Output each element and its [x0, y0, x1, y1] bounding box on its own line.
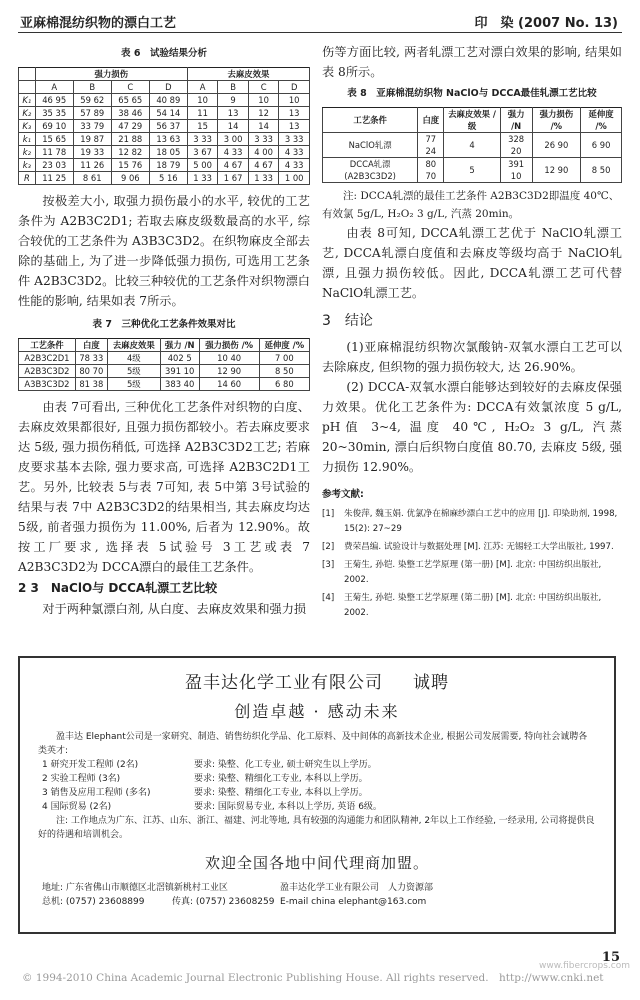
table6-cell: 56 37 — [149, 120, 187, 133]
table8 — [322, 107, 622, 183]
table7-column-header: 延伸度 /% — [259, 339, 309, 352]
ad-job-item — [42, 772, 614, 786]
copyright-line: © 1994-2010 China Academic Journal Electronic Publishing House. All rights reserved. http://www.cnki.net — [22, 972, 604, 984]
table6-row-header: K₃ — [19, 120, 36, 133]
table6-cell: 10 — [248, 94, 279, 107]
table7-cell: 80 70 — [75, 365, 107, 378]
table6-group1-header: 强力损伤 — [35, 68, 187, 81]
table6-cell: 12 82 — [111, 146, 149, 159]
left-column — [18, 42, 310, 619]
table8-cell: 12 90 — [532, 158, 581, 183]
table6-cell: 14 — [248, 120, 279, 133]
table6-cell: 5 16 — [149, 172, 187, 185]
table6-cell: 57 89 — [73, 107, 111, 120]
table7-cell: 5级 — [107, 365, 160, 378]
table6-cell: 3 33 — [187, 133, 218, 146]
table6-cell: 4 33 — [279, 146, 310, 159]
table7-cell: 4级 — [107, 352, 160, 365]
table8-column-header: 强力损伤 /% — [532, 108, 581, 133]
ad-address: 地址: 广东省佛山市顺德区北滘镇新桃村工业区 — [42, 883, 228, 893]
table7-cell: 383 40 — [160, 378, 199, 391]
paragraph-table8-discussion: 由表 8可知, DCCA轧漂工艺优于 NaClO轧漂工艺, DCCA轧漂白度值和去麻皮等级均高于 NaClO轧漂, 且强力损伤较低。因此, DCCA轧漂工艺可代替 NaClO轧漂工艺。 — [322, 226, 622, 300]
table6-cell: 4 33 — [279, 159, 310, 172]
header-article-title: 亚麻棉混纺织物的漂白工艺 — [20, 16, 177, 31]
ad-job-requirement: 要求: 染整、精细化工专业, 本科以上学历。 — [194, 788, 368, 798]
table-row — [19, 172, 310, 185]
table6-cell: 3 67 — [187, 146, 218, 159]
ad-note: 注: 工作地点为广东、江苏、山东、浙江、福建、河北等地, 具有较强的沟通能力和团队精神, 2年以上工作经验, 一经录用, 公司将提供良好的待遇和培训机会。 — [38, 816, 595, 840]
table6-row-header: R — [19, 172, 36, 185]
table6-cell: 11 — [187, 107, 218, 120]
reference-number: [1] — [322, 509, 335, 519]
reference-item — [322, 507, 622, 537]
ad-contact-row-1 — [42, 881, 614, 895]
table8-cell: 26 90 — [532, 133, 581, 158]
site-watermark: www.fibercrops.com — [539, 961, 630, 971]
table6-cell: 13 — [279, 107, 310, 120]
recruitment-ad — [18, 656, 616, 934]
table6-cell: 4 67 — [218, 159, 249, 172]
table7-header-row — [19, 339, 310, 352]
table6-cell: 3 33 — [279, 133, 310, 146]
table6-cell: 9 06 — [111, 172, 149, 185]
table6-cell: 47 29 — [111, 120, 149, 133]
table6-cell: 40 89 — [149, 94, 187, 107]
ad-phone: 总机: (0757) 23608899 — [42, 897, 145, 907]
table6-cell: 65 65 — [111, 94, 149, 107]
table8-cell: DCCA轧漂 (A2B3C3D2) — [323, 158, 418, 183]
ad-job-requirement: 要求: 染整、精细化工专业, 本科以上学历。 — [194, 774, 368, 784]
table7-cell: 7 00 — [259, 352, 309, 365]
references-list — [322, 507, 622, 621]
table6-cell: 1 00 — [279, 172, 310, 185]
paragraph-table7-discussion: 由表 7可看出, 三种优化工艺条件对织物的白度、去麻皮效果都很好, 且强力损伤都较小。若去麻皮要求达 5级, 强力损伤稍低, 可选择 A2B3C3D2工艺; 若麻皮要求基本去除, 强力要求高, 可选择 A2B3C2D1工艺。另外, 比较表 5与表 7可知, 表 5中第 3号试验的结果与表 7中 A2B3C3D2的结果相当, 其去麻皮均达 5级, 前者强力损伤为 11.00%, 后者为 12.90%。故按工厂要求, 选择表 5试验号 3工艺或表 7 A2B3C3D2为 DCCA漂白的最佳工艺条件。 — [18, 400, 310, 574]
table6-cell: 12 — [248, 107, 279, 120]
table6-factor-header: A — [187, 81, 218, 94]
table6-cell: 13 — [218, 107, 249, 120]
table6-cell: 13 — [279, 120, 310, 133]
table6-cell: 54 14 — [149, 107, 187, 120]
table6-cell: 11 78 — [35, 146, 73, 159]
table7-column-header: 工艺条件 — [19, 339, 76, 352]
table6-cell: 35 35 — [35, 107, 73, 120]
table8-cell: 80 70 — [418, 158, 444, 183]
ad-welcome: 欢迎全国各地中间代理商加盟。 — [204, 854, 429, 872]
table6-cell: 33 79 — [73, 120, 111, 133]
table8-cell: 391 10 — [500, 158, 532, 183]
right-column — [322, 42, 622, 624]
table7-cell: 6 80 — [259, 378, 309, 391]
table6-title: 表 6 试验结果分析 — [121, 48, 207, 59]
table6-group2-header: 去麻皮效果 — [187, 68, 309, 81]
table8-column-header: 去麻皮效果 /级 — [444, 108, 500, 133]
table8-cell: 6 90 — [581, 133, 622, 158]
table6-cell: 1 67 — [218, 172, 249, 185]
reference-text: 王菊生, 孙铠. 染整工艺学原理 (第一册) [M]. 北京: 中国纺织出版社, 2002. — [344, 560, 602, 585]
table6-cell: 11 25 — [35, 172, 73, 185]
table6-cell: 23 03 — [35, 159, 73, 172]
table7-cell: 10 40 — [199, 352, 259, 365]
ad-slogan: 创造卓越 · 感动未来 — [234, 702, 400, 721]
table7 — [18, 338, 310, 391]
table6-factor-header: B — [218, 81, 249, 94]
table8-cell: 328 20 — [500, 133, 532, 158]
table6-cell: 46 95 — [35, 94, 73, 107]
table8-column-header: 白度 — [418, 108, 444, 133]
table6-cell: 3 00 — [218, 133, 249, 146]
paragraph-bleach-comparison-start: 对于两种氯漂白剂, 从白度、去麻皮效果和强力损 — [42, 602, 307, 616]
reference-number: [3] — [322, 560, 335, 570]
table6-row-header: k₃ — [19, 159, 36, 172]
table7-cell: 12 90 — [199, 365, 259, 378]
table6-cell: 10 — [187, 94, 218, 107]
ad-job-title: 1 研究开发工程师 (2名) — [42, 760, 139, 770]
page-number: 15 — [601, 950, 620, 965]
header-journal-issue: 印 染 (2007 No. 13) — [474, 16, 618, 31]
table6-cell — [19, 81, 36, 94]
table-row — [323, 133, 622, 158]
reference-item — [322, 540, 622, 555]
running-header — [18, 10, 622, 33]
table7-cell: 5级 — [107, 378, 160, 391]
table7-column-header: 强力 /N — [160, 339, 199, 352]
table6-cell: 8 61 — [73, 172, 111, 185]
ad-job-item — [42, 786, 614, 800]
table7-column-header: 强力损伤 /% — [199, 339, 259, 352]
table7-cell: 14 60 — [199, 378, 259, 391]
table6-cell: 1 33 — [248, 172, 279, 185]
table6-cell: 5 00 — [187, 159, 218, 172]
ad-company-name: 盈丰达化学工业有限公司 — [185, 673, 383, 693]
ad-job-requirement: 要求: 染整、化工专业, 硕士研究生以上学历。 — [194, 760, 377, 770]
section-3-heading: 3 结论 — [322, 313, 373, 329]
table6-factor-header: C — [111, 81, 149, 94]
ad-job-list — [20, 758, 614, 814]
table7-cell: A3B3C3D2 — [19, 378, 76, 391]
table6-row-header: K₂ — [19, 107, 36, 120]
table6-factor-header: C — [248, 81, 279, 94]
table7-cell: 8 50 — [259, 365, 309, 378]
table6-cell: 14 — [218, 120, 249, 133]
ad-job-title: 3 销售及应用工程师 (多名) — [42, 788, 151, 798]
table8-cell: 77 24 — [418, 133, 444, 158]
ad-contact-row-2 — [42, 895, 614, 909]
table7-title: 表 7 三种优化工艺条件效果对比 — [92, 319, 236, 330]
table-row — [19, 107, 310, 120]
ad-job-requirement: 要求: 国际贸易专业, 本科以上学历, 英语 6级。 — [194, 802, 382, 812]
table8-cell: 8 50 — [581, 158, 622, 183]
table6-cell: 59 62 — [73, 94, 111, 107]
table8-cell: NaClO轧漂 — [323, 133, 418, 158]
table6 — [18, 67, 310, 185]
table6-factor-header: A — [35, 81, 73, 94]
paragraph-bleach-comparison-cont: 伤等方面比较, 两者轧漂工艺对漂白效果的影响, 结果如表 8所示。 — [322, 45, 622, 79]
reference-text: 朱俊萍, 魏玉娟. 优氯净在棉麻纱漂白工艺中的应用 [J]. 印染助剂, 1998, 15(2): 27~29 — [344, 509, 618, 534]
table6-cell: 18 05 — [149, 146, 187, 159]
table6-factor-header: B — [73, 81, 111, 94]
table6-cell: 15 76 — [111, 159, 149, 172]
table6-row-header: K₁ — [19, 94, 36, 107]
table6-cell: 18 79 — [149, 159, 187, 172]
conclusion-1: (1)亚麻棉混纺织物次氯酸钠-双氧水漂白工艺可以去除麻皮, 但织物的强力损伤较大, 达 26.90%。 — [322, 340, 622, 374]
table8-cell: 5 — [444, 158, 500, 183]
table6-cell: 38 46 — [111, 107, 149, 120]
reference-item — [322, 558, 622, 588]
table8-note: 注: DCCA轧漂的最佳工艺条件 A2B3C3D2即温度 40℃、有效氯 5g/L, H₂O₂ 3 g/L, 汽蒸 20min。 — [322, 190, 620, 220]
table7-cell: 81 38 — [75, 378, 107, 391]
reference-text: 费荣昌编. 试验设计与数据处理 [M]. 江苏: 无锡轻工大学出版社, 1997. — [344, 542, 614, 552]
table6-cell: 9 — [218, 94, 249, 107]
table6-cell: 11 26 — [73, 159, 111, 172]
references-heading: 参考文献: — [322, 489, 364, 500]
table7-cell: A2B3C3D2 — [19, 365, 76, 378]
table6-cell: 19 33 — [73, 146, 111, 159]
table-row — [19, 159, 310, 172]
reference-item — [322, 591, 622, 621]
table-row — [19, 133, 310, 146]
table6-cell: 4 67 — [248, 159, 279, 172]
table-row — [19, 365, 310, 378]
table7-column-header: 去麻皮效果 — [107, 339, 160, 352]
section-2-3-heading: 2 3 NaClO与 DCCA轧漂工艺比较 — [18, 581, 218, 595]
table6-corner — [19, 68, 36, 81]
table-row — [19, 120, 310, 133]
table8-column-header: 强力 /N — [500, 108, 532, 133]
conclusion-2: (2) DCCA-双氧水漂白能够达到较好的去麻皮保强力效果。优化工艺条件为: DCCA有效氯浓度 5 g/L, pH值 3~4, 温度 40℃, H₂O₂ 3 g/L, 汽蒸 20~30min, 漂白后织物白度值 80.70, 去麻皮 5级, 强力损伤 12.90%。 — [322, 380, 622, 474]
table6-factor-row — [19, 81, 310, 94]
ad-email[interactable]: E-mail china elephant@163.com — [280, 897, 427, 907]
table6-cell: 15 — [187, 120, 218, 133]
ad-department: 盈丰达化学工业有限公司 人力资源部 — [280, 883, 434, 893]
reference-text: 王菊生, 孙铠. 染整工艺学原理 (第二册) [M]. 北京: 中国纺织出版社, 2002. — [344, 593, 602, 618]
table6-cell: 1 33 — [187, 172, 218, 185]
table6-cell: 13 63 — [149, 133, 187, 146]
table8-column-header: 延伸度 /% — [581, 108, 622, 133]
reference-number: [2] — [322, 542, 335, 552]
table7-column-header: 白度 — [75, 339, 107, 352]
table8-cell: 4 — [444, 133, 500, 158]
table6-cell: 19 87 — [73, 133, 111, 146]
table8-column-header: 工艺条件 — [323, 108, 418, 133]
table6-cell: 10 — [279, 94, 310, 107]
table6-factor-header: D — [279, 81, 310, 94]
ad-intro: 盈丰达 Elephant公司是一家研究、制造、销售纺织化学品、化工原料、及中间体的高新技术企业, 根据公司发展需要, 特向社会诚聘各类英才: — [38, 732, 588, 756]
table-row — [323, 158, 622, 183]
ad-job-title: 4 国际贸易 (2名) — [42, 802, 112, 812]
table6-cell: 15 65 — [35, 133, 73, 146]
table6-cell: 21 88 — [111, 133, 149, 146]
ad-company-line — [20, 668, 614, 693]
table7-cell: 391 10 — [160, 365, 199, 378]
ad-job-item — [42, 758, 614, 772]
ad-hiring: 诚聘 — [413, 673, 449, 693]
table7-cell: A2B3C2D1 — [19, 352, 76, 365]
table6-cell: 69 10 — [35, 120, 73, 133]
ad-job-title: 2 实验工程师 (3名) — [42, 774, 121, 784]
table6-cell: 3 33 — [248, 133, 279, 146]
table6-row-header: k₂ — [19, 146, 36, 159]
ad-job-item — [42, 800, 614, 814]
table-row — [19, 146, 310, 159]
table8-header-row — [323, 108, 622, 133]
paragraph-optimal-conditions: 按极差大小, 取强力损伤最小的水平, 较优的工艺条件为 A2B3C2D1; 若取去麻皮级数最高的水平, 综合较优的工艺条件为 A3B3C3D2。在织物麻皮全部去除的基础上, 为了进一步降低强力损伤, 可选用工艺条件 A2B3C3D2。比较三种较优的工艺条件对织物漂白性能的影响, 结果如表 7所示。 — [18, 194, 310, 308]
table7-cell: 78 33 — [75, 352, 107, 365]
table6-factor-header: D — [149, 81, 187, 94]
ad-fax: 传真: (0757) 23608259 — [172, 897, 275, 907]
table6-cell: 4 00 — [248, 146, 279, 159]
table6-cell: 4 33 — [218, 146, 249, 159]
table7-cell: 402 5 — [160, 352, 199, 365]
table-row — [19, 352, 310, 365]
table-row — [19, 94, 310, 107]
table-row — [19, 378, 310, 391]
table8-title: 表 8 亚麻棉混纺织物 NaClO与 DCCA最佳轧漂工艺比较 — [347, 88, 597, 99]
table6-row-header: k₁ — [19, 133, 36, 146]
reference-number: [4] — [322, 593, 335, 603]
